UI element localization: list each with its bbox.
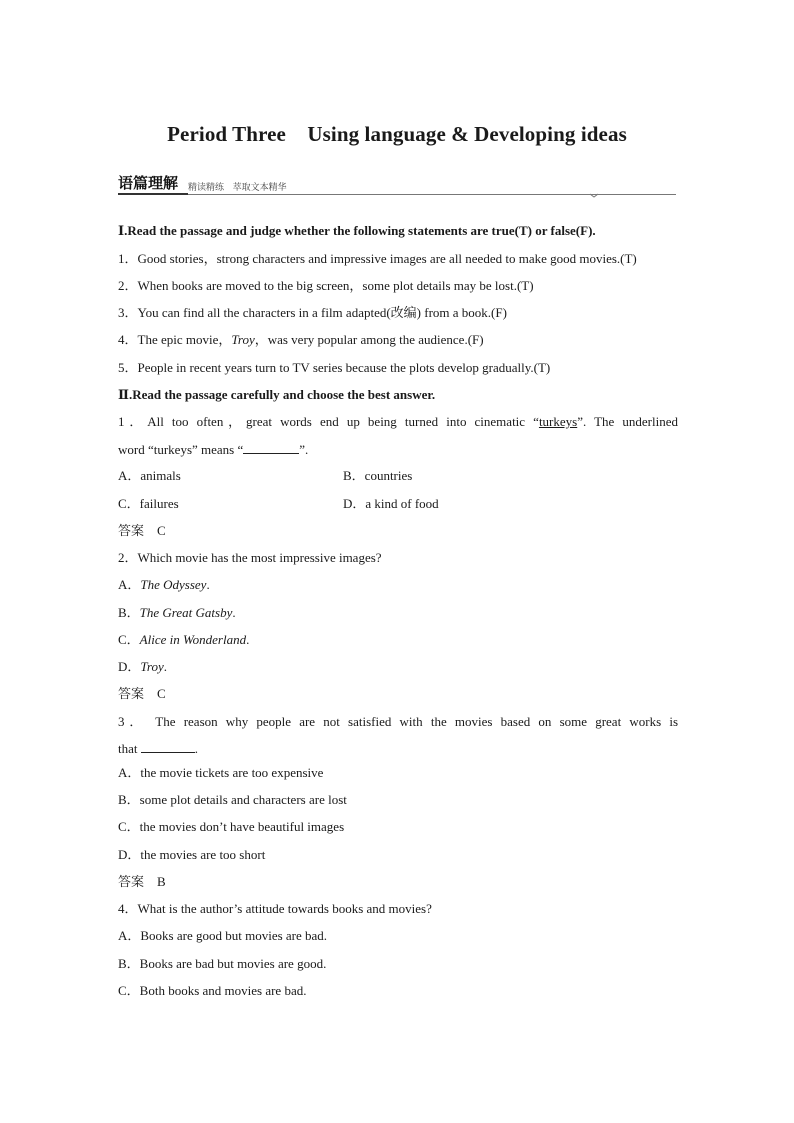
header-notch-icon [590,190,598,198]
part1-instruction: Ⅰ.Read the passage and judge whether the following statements are true(T) or false(F). [118,223,596,238]
q1-answer: 答案 C [118,523,166,538]
section-header-title: 语篇理解 [118,174,179,192]
q3-option-a: A．the movie tickets are too expensive [118,765,324,780]
q3-answer: 答案 B [118,874,166,889]
q1-option-b: B．countries [343,468,413,483]
header-rule-thick [118,193,188,195]
part1-item-1: 1．Good stories，strong characters and impressive images are all needed to make good movies.(T) [118,251,637,266]
underlined-word: turkeys [538,414,578,429]
header-rule [188,194,676,195]
q2-option-b: B．The Great Gatsby. [118,605,236,620]
section-header-subtitle: 精读精练 萃取文本精华 [188,183,287,193]
q2-option-d: D．Troy. [118,659,167,674]
q2-stem: 2．Which movie has the most impressive images? [118,550,382,565]
q1-options-row1 [118,468,678,484]
movie-title-troy: Troy [231,332,255,347]
part1-item-3: 3．You can find all the characters in a film adapted(改编) from a book.(F) [118,305,507,320]
q3-option-c: C．the movies don’t have beautiful images [118,819,345,834]
q1-option-a: A．animals [118,468,181,483]
q1-stem-line1: 1．All too often，great words end up being turned into cinematic “turkeys”. The underlined [118,414,679,429]
q1-option-d: D．a kind of food [343,496,439,511]
q3-option-b: B．some plot details and characters are lost [118,792,347,807]
answer-blank [141,740,195,753]
part1-item-5: 5．People in recent years turn to TV series because the plots develop gradually.(T) [118,360,551,375]
q3-option-d: D．the movies are too short [118,847,266,862]
section-header [118,168,676,198]
part1-item-4: 4．The epic movie，Troy，was very popular among the audience.(F) [118,332,484,347]
q1-stem-line2: word “turkeys” means “ ”. [118,442,309,457]
q4-stem: 4．What is the author’s attitude towards books and movies? [118,901,432,916]
q3-stem-line2: that . [118,741,198,756]
q4-option-b: B．Books are bad but movies are good. [118,956,327,971]
q3-stem-line1: 3． The reason why people are not satisfied with the movies based on some great works is [118,714,678,729]
q2-answer: 答案 C [118,686,166,701]
answer-blank [243,441,299,454]
q2-option-c: C．Alice in Wonderland. [118,632,250,647]
q4-option-c: C．Both books and movies are bad. [118,983,307,998]
q2-option-a: A．The Odyssey. [118,577,210,592]
page-title: Period Three Using language & Developing ideas [167,122,627,146]
part2-instruction: Ⅱ.Read the passage carefully and choose the best answer. [118,387,436,402]
q1-options-row2 [118,496,678,512]
part1-item-2: 2．When books are moved to the big screen，some plot details may be lost.(T) [118,278,534,293]
q1-option-c: C．failures [118,496,179,511]
q4-option-a: A．Books are good but movies are bad. [118,928,328,943]
